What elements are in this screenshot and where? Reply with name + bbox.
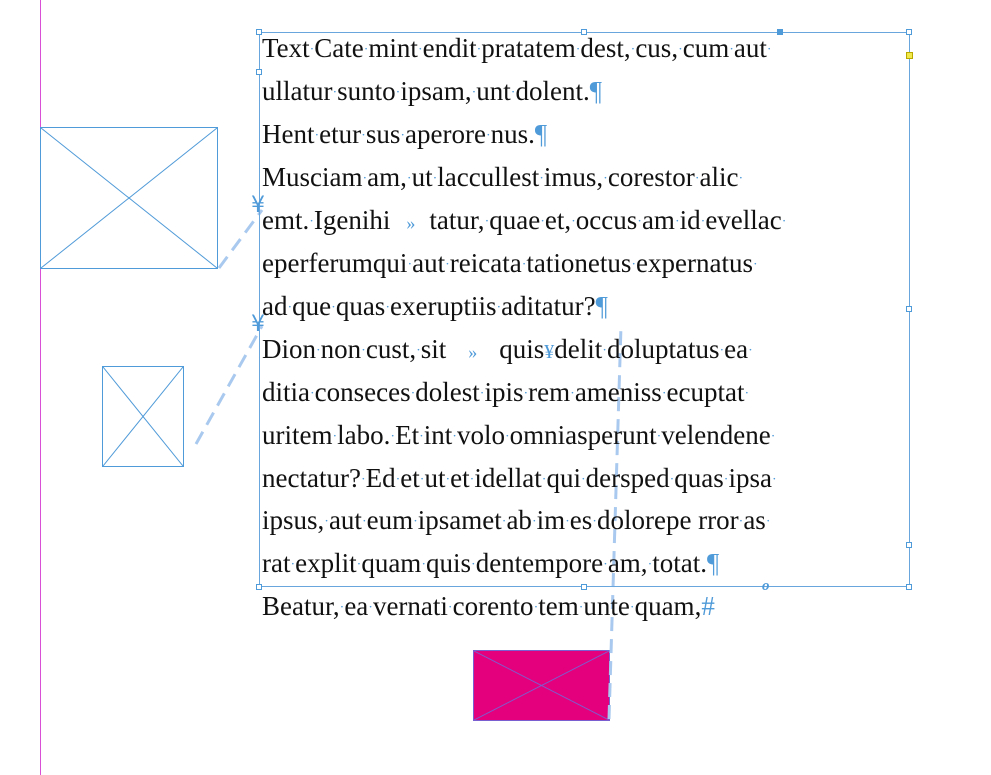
space-marker: ·: [361, 343, 366, 359]
space-marker: ·: [361, 128, 366, 144]
space-marker: ·: [738, 515, 744, 531]
space-marker: ·: [629, 600, 635, 616]
anchor-link-line-1: [219, 210, 262, 268]
space-marker: ·: [419, 429, 424, 445]
space-marker: ·: [630, 42, 636, 58]
space-marker: ·: [771, 472, 777, 488]
space-marker: ·: [510, 85, 516, 101]
anchor-marker-icon: ¥: [544, 340, 555, 363]
text-line-1: Text·Cate·mint·endit·pratatem·dest,·cus,·cum·aut·: [262, 33, 772, 63]
space-marker: ·: [385, 300, 390, 316]
space-marker: ·: [603, 558, 608, 573]
space-marker: ·: [360, 472, 366, 488]
space-marker: ·: [413, 515, 418, 531]
space-marker: ·: [766, 42, 772, 58]
pilcrow-mark: ¶: [534, 118, 548, 149]
image-placeholder-frame-large[interactable]: [40, 127, 218, 269]
space-marker: ·: [287, 300, 293, 316]
space-marker: ·: [400, 128, 405, 144]
pilcrow-mark: ¶: [706, 548, 720, 579]
space-marker: ·: [570, 386, 575, 402]
placeholder-cross-icon: [103, 367, 183, 466]
space-marker: ·: [445, 472, 451, 488]
space-marker: ·: [407, 257, 413, 273]
text-line-2: ullatur·sunto·ipsam,·unt·dolent.¶: [262, 75, 602, 106]
space-marker: ·: [678, 42, 683, 58]
pilcrow-mark: ¶: [589, 75, 602, 106]
space-marker: ·: [471, 558, 476, 573]
space-marker: ·: [738, 171, 744, 187]
space-marker: ·: [656, 429, 662, 445]
image-placeholder-frame-magenta[interactable]: [473, 650, 610, 721]
space-marker: ·: [332, 429, 338, 445]
space-marker: ·: [565, 515, 570, 531]
space-marker: ·: [496, 300, 502, 316]
space-marker: ·: [647, 558, 653, 573]
space-marker: ·: [332, 85, 338, 101]
space-marker: ·: [723, 472, 729, 488]
space-marker: ·: [447, 600, 453, 616]
space-marker: ·: [523, 386, 529, 402]
space-marker: ·: [781, 214, 787, 230]
space-marker: ·: [416, 343, 421, 359]
space-marker: ·: [419, 472, 425, 488]
space-marker: ·: [331, 300, 336, 316]
space-marker: ·: [575, 42, 581, 58]
text-line-8: Dion·non·cust,·sit » quis¥delit·doluptatus·ea·: [262, 333, 753, 364]
space-marker: ·: [602, 343, 607, 359]
space-marker: ·: [669, 472, 675, 488]
text-line-13: rat·explit·quam·quis·dentempore·am,·totat.¶: [262, 548, 720, 579]
space-marker: ·: [631, 257, 637, 273]
space-marker: ·: [485, 128, 491, 144]
space-marker: ·: [368, 600, 373, 616]
space-marker: ·: [395, 472, 401, 488]
end-of-story-mark: #: [701, 591, 715, 622]
space-marker: ·: [770, 429, 776, 445]
text-line-12: ipsus,·aut·eum·ipsamet·ab·im·es·dolorepe rror·as·: [262, 505, 771, 536]
placeholder-cross-icon: [474, 651, 609, 720]
anchor-marker-icon: ¥: [251, 193, 265, 218]
space-marker: ·: [719, 343, 725, 359]
tab-icon: »: [406, 212, 416, 233]
overset-indicator[interactable]: o: [762, 578, 770, 594]
text-line-6: eperferumqui·aut·reicata·tationetus·expernatus·: [262, 247, 758, 278]
anchor-link-line-2: [196, 326, 262, 444]
space-marker: ·: [521, 257, 527, 273]
space-marker: ·: [309, 214, 314, 230]
anchor-marker-icon: ¥: [251, 312, 265, 337]
space-marker: ·: [479, 386, 485, 402]
margin-guide: [40, 0, 41, 775]
space-marker: ·: [539, 171, 544, 187]
text-line-11: nectatur?·Ed·et·ut·et·idellat·qui·dersped·quas·ipsa·: [262, 462, 777, 493]
space-marker: ·: [578, 600, 584, 616]
space-marker: ·: [356, 558, 362, 573]
text-line-9: ditia·conseces·dolest·ipis·rem·ameniss·ecuptat·: [262, 376, 750, 407]
space-marker: ·: [674, 214, 680, 230]
space-marker: ·: [694, 171, 700, 187]
story-text[interactable]: [262, 28, 922, 629]
text-line-5: emt.·Igenihi » tatur,·quae·et,·occus·am·id·evellac·: [262, 204, 787, 235]
space-marker: ·: [748, 343, 753, 359]
space-marker: ·: [484, 214, 490, 230]
space-marker: ·: [580, 472, 586, 488]
space-marker: ·: [339, 600, 345, 616]
space-marker: ·: [432, 171, 438, 187]
space-marker: ·: [592, 515, 597, 531]
text-line-4: Musciam·am,·ut·laccullest·imus,·corestor·alic·: [262, 161, 744, 192]
text-line-3: Hent·etur·sus·aperore·nus.¶: [262, 118, 548, 149]
space-marker: ·: [603, 171, 608, 187]
space-marker: ·: [469, 472, 475, 488]
pilcrow-mark: ¶: [595, 290, 608, 321]
space-marker: ·: [504, 429, 510, 445]
space-marker: ·: [406, 171, 412, 187]
image-placeholder-frame-small[interactable]: [102, 366, 184, 467]
space-marker: ·: [571, 214, 576, 230]
space-marker: ·: [452, 429, 457, 445]
space-marker: ·: [753, 257, 758, 273]
space-marker: ·: [765, 515, 771, 531]
space-marker: ·: [395, 85, 401, 101]
space-marker: ·: [445, 257, 450, 273]
space-marker: ·: [310, 386, 315, 402]
text-line-10: uritem·labo.·Et·int·volo·omniasperunt·velendene·: [262, 419, 776, 450]
space-marker: ·: [700, 214, 706, 230]
space-marker: ·: [501, 515, 507, 531]
space-marker: ·: [744, 386, 750, 402]
space-marker: ·: [361, 515, 367, 531]
space-marker: ·: [541, 472, 547, 488]
space-marker: ·: [729, 42, 734, 58]
space-marker: ·: [324, 515, 329, 531]
tab-icon: »: [468, 341, 478, 362]
space-marker: ·: [363, 42, 369, 58]
text-line-7: ad·que·quas·exeruptiis·aditatur?¶: [262, 290, 608, 321]
space-marker: ·: [471, 85, 477, 101]
space-marker: ·: [637, 214, 642, 230]
space-marker: ·: [362, 171, 368, 187]
space-marker: ·: [410, 386, 416, 402]
space-marker: ·: [476, 42, 482, 58]
space-marker: ·: [533, 600, 539, 616]
space-marker: ·: [540, 214, 545, 230]
space-marker: ·: [309, 42, 315, 58]
space-marker: ·: [531, 515, 537, 531]
placeholder-cross-icon: [41, 128, 217, 268]
space-marker: ·: [417, 42, 423, 58]
space-marker: ·: [661, 386, 667, 402]
space-marker: ·: [290, 558, 296, 573]
space-marker: ·: [316, 343, 321, 359]
space-marker: ·: [421, 558, 426, 573]
text-line-14: Beatur,·ea·vernati·corento·tem·unte·quam,#: [262, 591, 715, 622]
space-marker: ·: [390, 429, 396, 445]
space-marker: ·: [314, 128, 320, 144]
